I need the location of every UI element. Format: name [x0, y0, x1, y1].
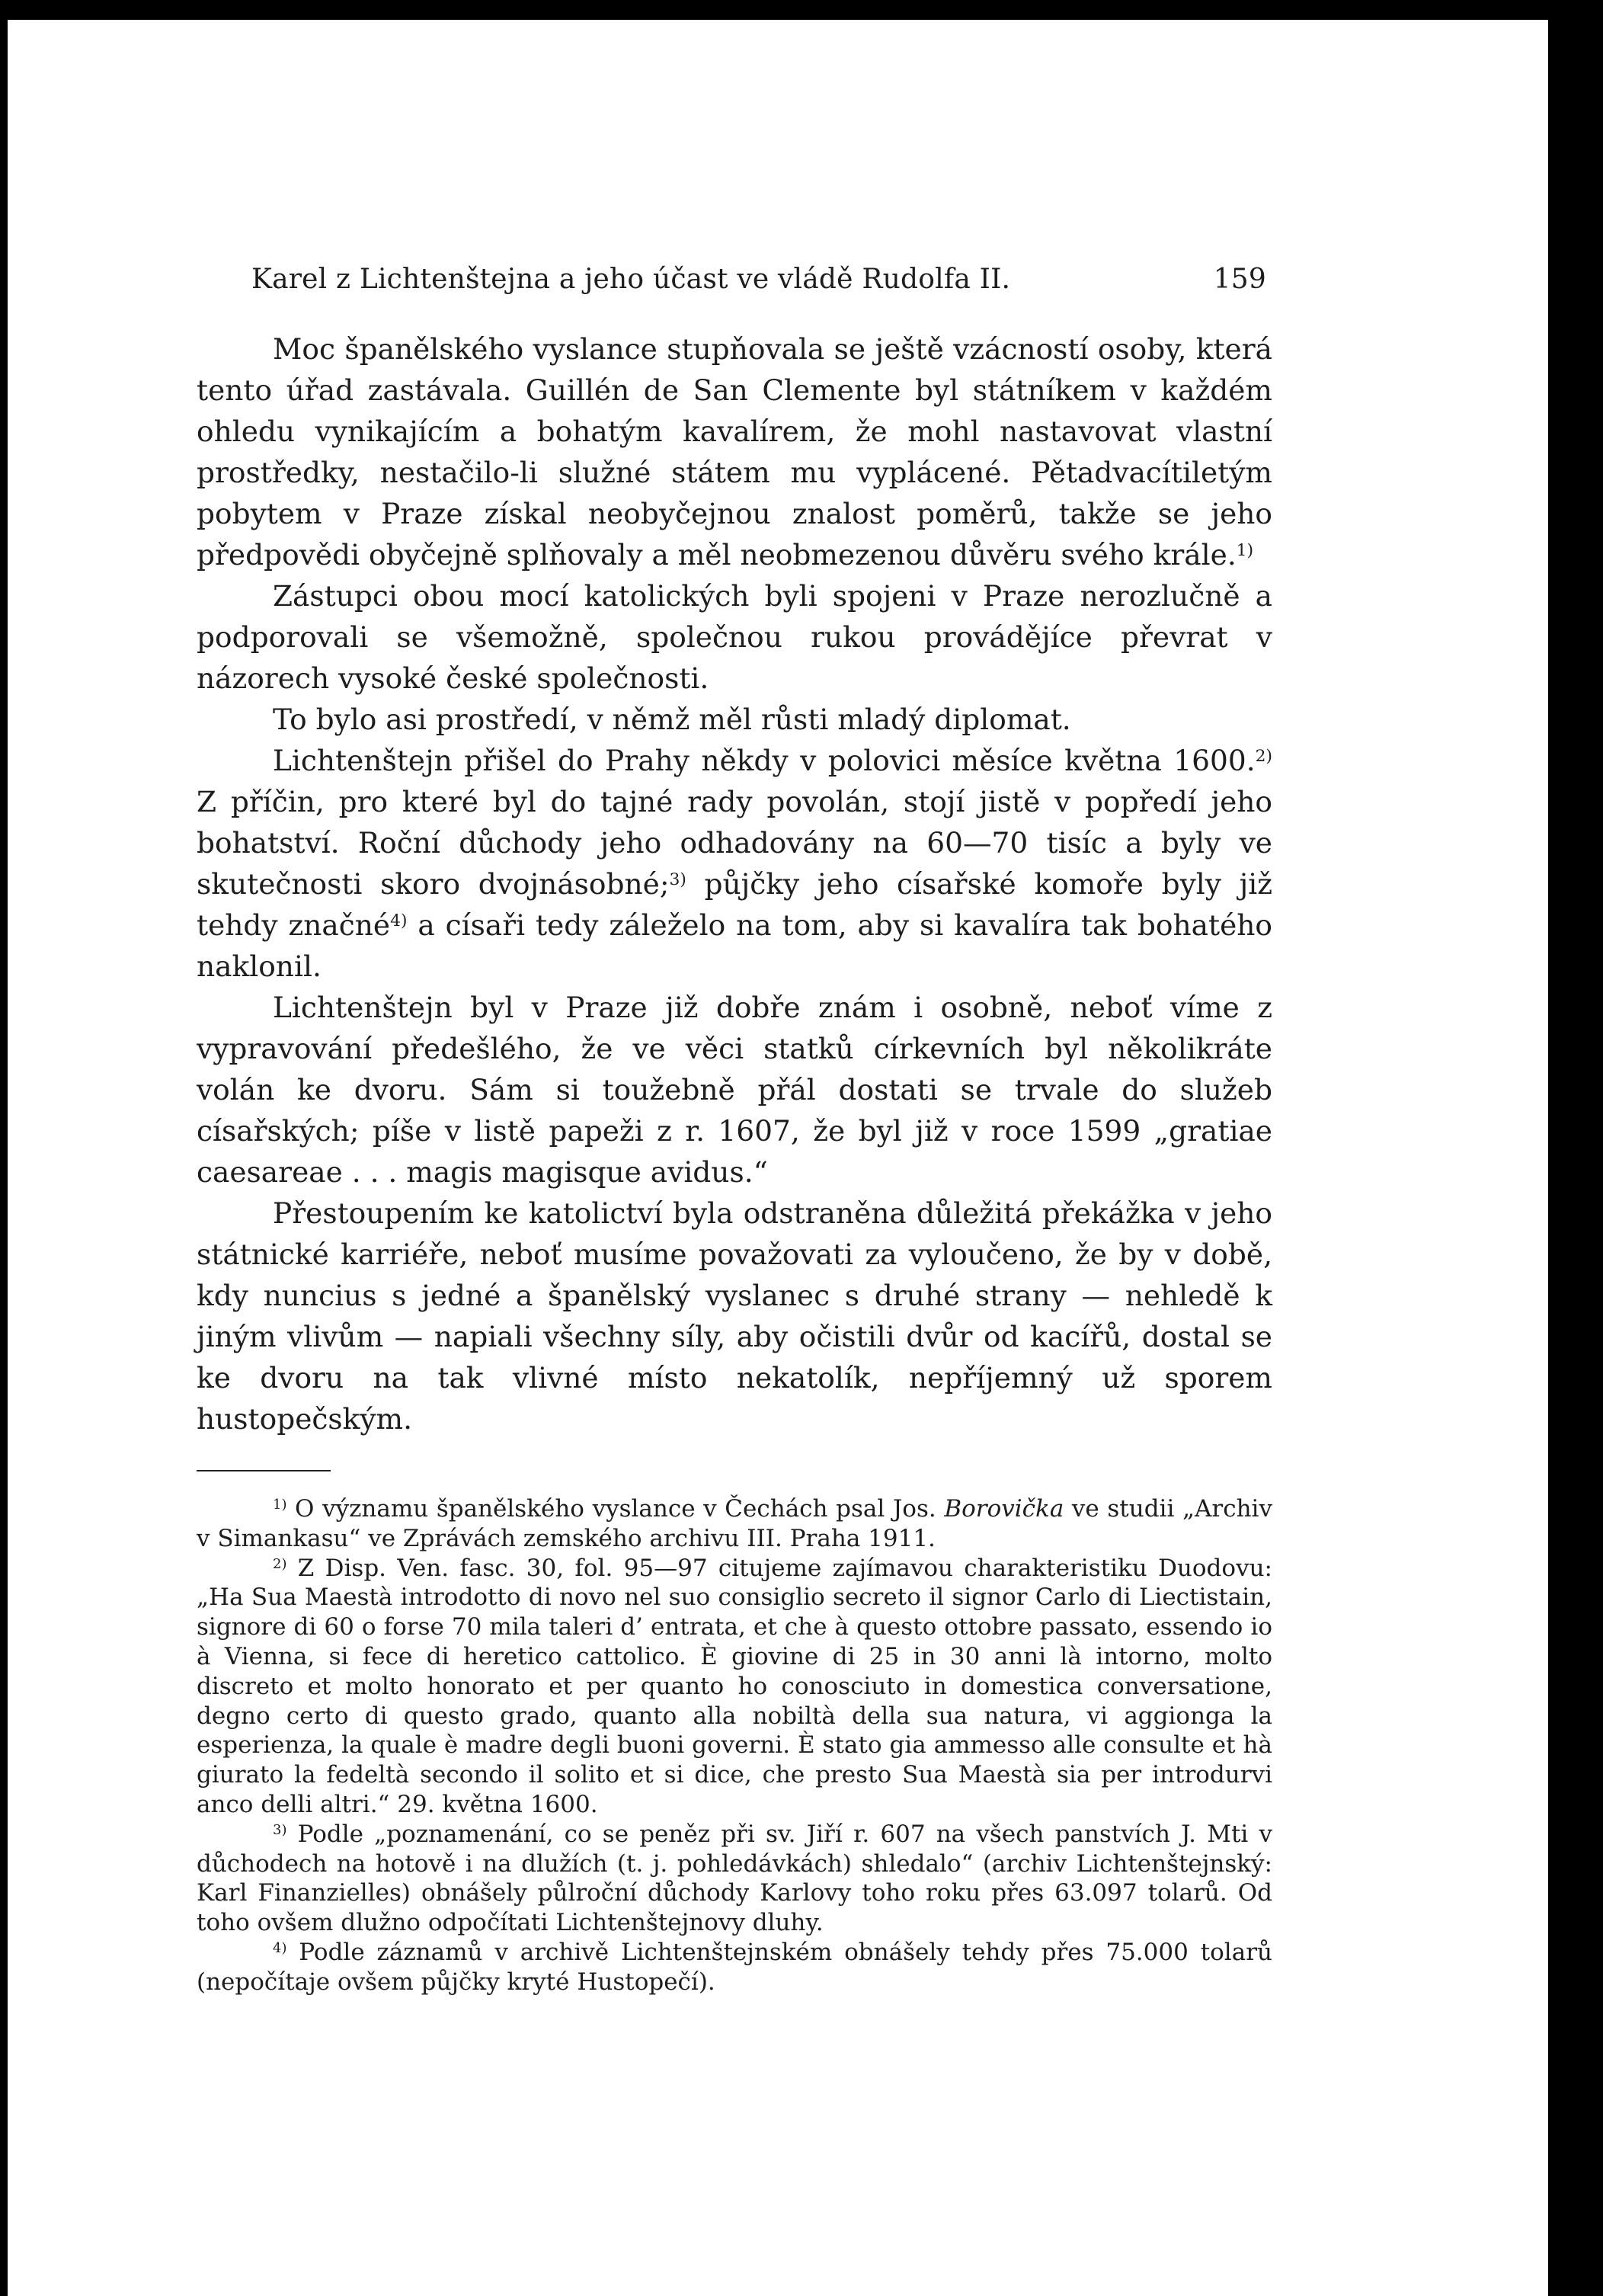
- footnote: $^{1)}$ O významu španělského vyslance v Čechách psal Jos. Borovička ve studii „Archiv v Simankasu“ ve Zprávách zemského archivu III. Praha 1911.: [197, 1495, 1272, 1552]
- footnote-ref: 1): [1236, 541, 1254, 561]
- footnote-mark: 4): [273, 1940, 287, 1957]
- paragraph: Zástupci obou mocí katolických byli spojeni v Praze nerozlučně a podporovali se všemožně, společnou rukou provádějíce převrat v názorech vysoké české společnosti.: [197, 579, 1272, 695]
- footnote: $^{4)}$ Podle záznamů v archivě Lichtenštejnském obnášely tehdy přes 75.000 tolarů (nepočítaje ovšem půjčky kryté Hustopečí).: [197, 1938, 1272, 1996]
- footnote-mark: 2): [273, 1555, 287, 1572]
- page-number: 159: [1213, 264, 1266, 295]
- paragraph: Moc španělského vyslance stupňovala se ještě vzácností osoby, která tento úřad zastávala. Guillén de San Clemente byl státníkem v každém ohledu vynikajícím a bohatým kavalírem, že mohl nastavovat vlastní prostředky, nestačilo-li služné státem mu vyplácené. Pětadvacítiletým pobytem v Praze získal neobyčejnou znalost poměrů, takže se jeho předpovědi obyčejně splňovaly a měl neobmezenou důvěru svého krále.$^{1)}$: [197, 332, 1272, 572]
- footnote-mark: 3): [273, 1821, 287, 1838]
- footnote: $^{2)}$ Z Disp. Ven. fasc. 30, fol. 95—97 citujeme zajímavou charakteristiku Duodovu: „Ha Sua Maestà introdotto di novo nel suo consiglio secreto il signor Carlo di Liectistain, signore di 60 o forse 70 mila taleri d’ entrata, et che à questo ottobre passato, essendo io à Vienna, si fece di heretico cattolico. È giovine di 25 in 30 anni là intorno, molto discreto et molto honorato et per quanto ho conosciuto in domestica conversatione, degno certo di questo grado, quanto alla nobiltà della sua natura, vi aggionga la esperienza, la quale è madre degli buoni governi. È stato gia ammesso alle consulte et hà giurato la fedeltà secondo il solito et si dice, che presto Sua Maestà sia per introdurvi anco delli altri.“ 29. května 1600.: [197, 1554, 1272, 1818]
- paragraph: Lichtenštejn byl v Praze již dobře znám i osobně, neboť víme z vypravování předešlého, že ve věci statků církevních byl několikráte volán ke dvoru. Sám si toužebně přál dostati se trvale do služeb císařských; píše v listě papeži z r. 1607, že byl již v roce 1599 „gratiae caesareae . . . magis magisque avidus.“: [197, 991, 1272, 1189]
- paragraph: Lichtenštejn přišel do Prahy někdy v polovici měsíce května 1600.$^{2)}$ Z příčin, pro které byl do tajné rady povolán, stojí jistě v popředí jeho bohatství. Roční důchody jeho odhadovány na 60—70 tisíc a byly ve skutečnosti skoro dvojnásobné;$^{3)}$ půjčky jeho císařské komoře byly již tehdy značné$^{4)}$ a císaři tedy záleželo na tom, aby si kavalíra tak bohatého naklonil.: [197, 744, 1273, 983]
- main-text: [197, 328, 1272, 1439]
- footnote: $^{3)}$ Podle „poznamenání, co se peněz při sv. Jiří r. 607 na všech panstvích J. Mti v důchodech na hotově i na dlužích (t. j. pohledávkách) shledalo“ (archiv Lichtenštejnský: Karl Finanzielles) obnášely půlroční důchody Karlovy toho roku přes 63.097 tolarů. Od toho ovšem dlužno odpočítati Lichtenštejnovy dluhy.: [197, 1820, 1272, 1937]
- footnote-mark: 1): [273, 1497, 287, 1513]
- scan-edge: [1548, 20, 1603, 2296]
- paragraph: Přestoupením ke katolictví byla odstraněna důležitá překážka v jeho státnické karriéře, neboť musíme považovati za vyloučeno, že by v době, kdy nuncius s jedné a španělský vyslanec s druhé strany — nehledě k jiným vlivům — napiali všechny síly, aby očistili dvůr od kacířů, dostal se ke dvoru na tak vlivné místo nekatolík, nepříjemný už sporem hustopečským.: [197, 1196, 1272, 1436]
- paragraph: To bylo asi prostředí, v němž měl růsti mladý diplomat.: [273, 703, 1071, 736]
- footnote-ref: 4): [390, 911, 408, 931]
- book-page: [197, 264, 1272, 1997]
- footnotes: [197, 1494, 1272, 1997]
- running-head: [197, 264, 1272, 295]
- footnote-divider: [197, 1470, 331, 1471]
- footnote-ref: 2): [1255, 747, 1272, 767]
- footnote-ref: 3): [669, 870, 686, 890]
- running-head-title: Karel z Lichtenštejna a jeho účast ve vládě Rudolfa II.: [251, 264, 1011, 295]
